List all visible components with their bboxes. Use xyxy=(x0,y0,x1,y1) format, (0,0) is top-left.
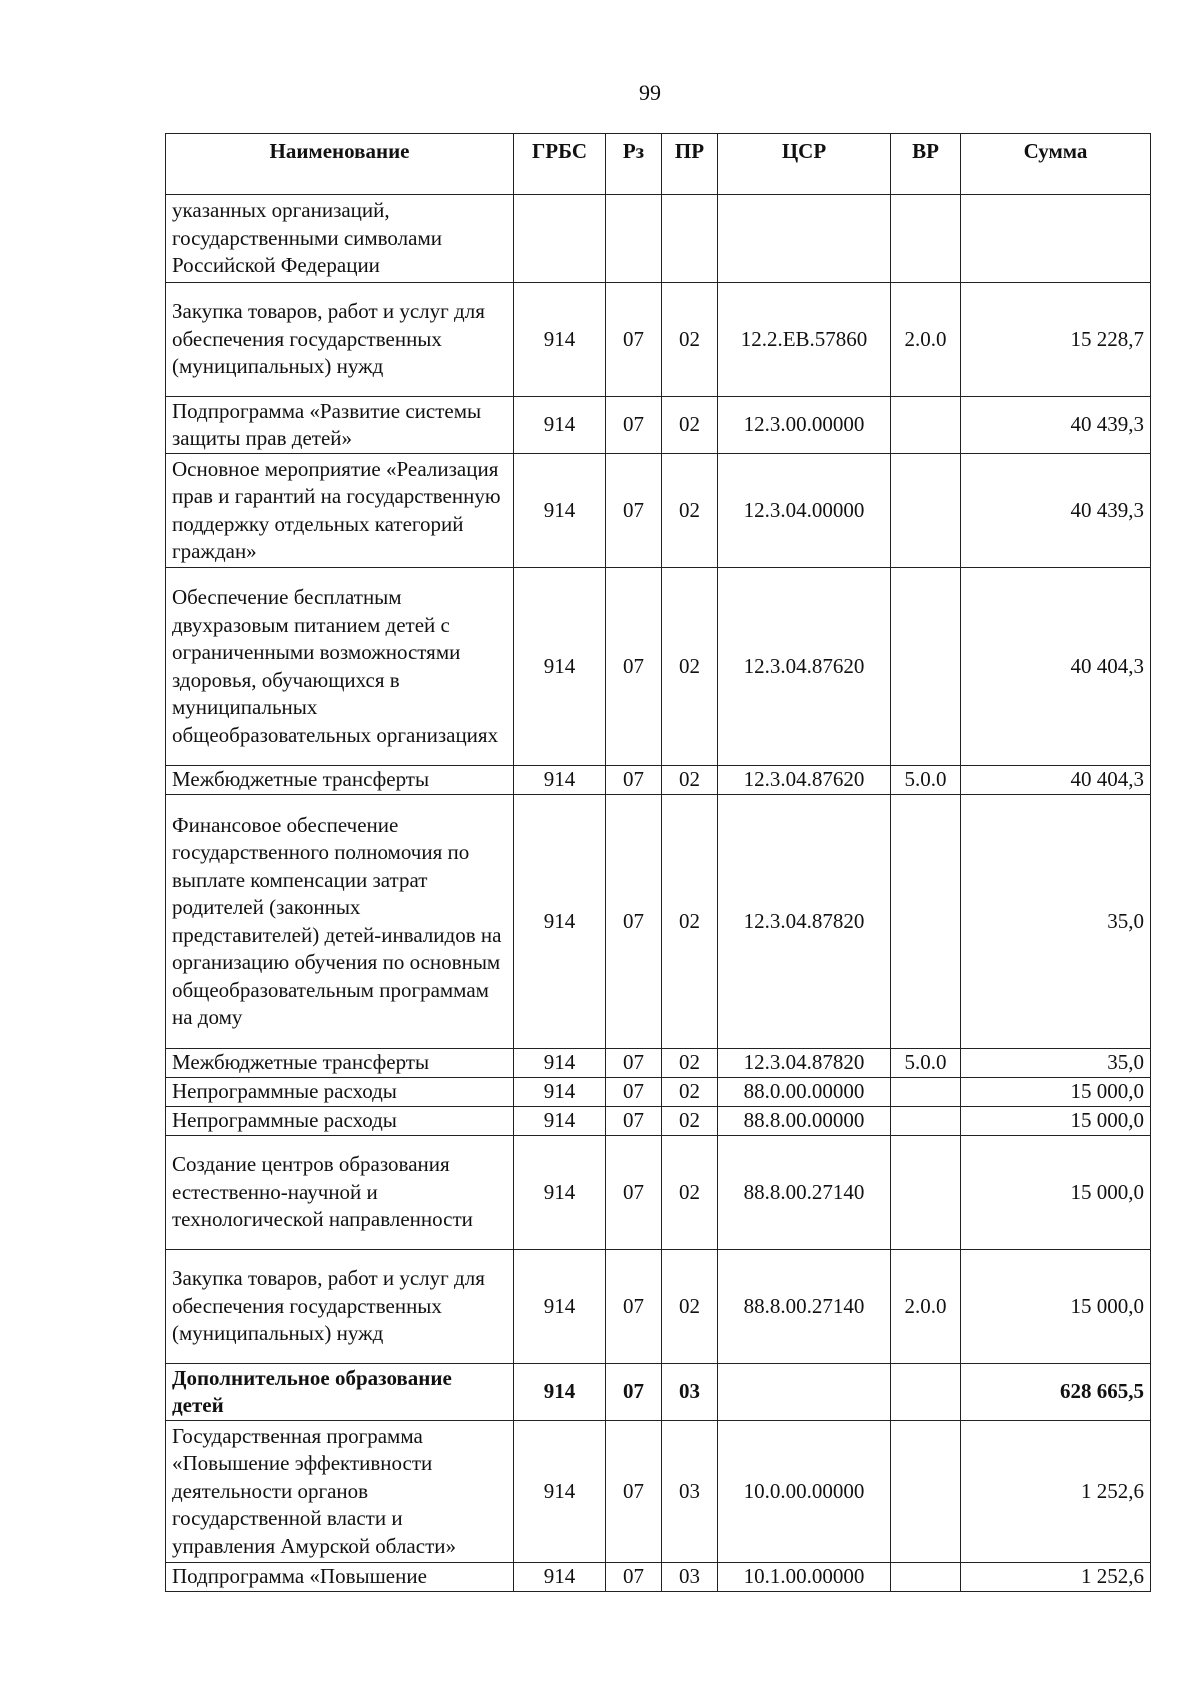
table-row xyxy=(166,1136,1151,1250)
row-pr: 02 xyxy=(662,1049,718,1078)
row-pr: 02 xyxy=(662,1107,718,1136)
row-sum: 35,0 xyxy=(961,1049,1151,1078)
row-name: Финансовое обеспечение государственного полномочия по выплате компенсации затрат родителей (законных представителей) детей-инвалидов на организацию обучения по основным общеобразовательным программам на дому xyxy=(166,795,514,1049)
row-csr xyxy=(718,1364,891,1421)
row-name: Обеспечение бесплатным двухразовым питанием детей с ограниченными возможностями здоровья, обучающихся в муниципальных общеобразовательных организациях xyxy=(166,568,514,766)
row-rz: 07 xyxy=(606,1107,662,1136)
row-sum: 40 404,3 xyxy=(961,568,1151,766)
row-grbs: 914 xyxy=(514,1250,606,1364)
row-pr: 02 xyxy=(662,795,718,1049)
row-rz: 07 xyxy=(606,795,662,1049)
table-header-row xyxy=(166,134,1151,195)
row-csr: 88.0.00.00000 xyxy=(718,1078,891,1107)
row-pr: 02 xyxy=(662,397,718,454)
row-vr xyxy=(891,1136,961,1250)
row-rz: 07 xyxy=(606,1563,662,1592)
table-row xyxy=(166,1563,1151,1592)
row-pr: 03 xyxy=(662,1421,718,1563)
row-sum: 15 000,0 xyxy=(961,1136,1151,1250)
row-csr: 88.8.00.00000 xyxy=(718,1107,891,1136)
row-csr: 12.3.04.00000 xyxy=(718,454,891,568)
row-csr: 12.2.EB.57860 xyxy=(718,283,891,397)
table-row xyxy=(166,1049,1151,1078)
row-name: Закупка товаров, работ и услуг для обеспечения государственных (муниципальных) нужд xyxy=(166,283,514,397)
row-grbs: 914 xyxy=(514,1136,606,1250)
row-pr: 02 xyxy=(662,766,718,795)
page-number: 99 xyxy=(639,80,661,105)
row-pr: 03 xyxy=(662,1563,718,1592)
row-name: Непрограммные расходы xyxy=(166,1078,514,1107)
row-rz xyxy=(606,195,662,283)
row-sum: 40 404,3 xyxy=(961,766,1151,795)
table-row xyxy=(166,1421,1151,1563)
row-rz: 07 xyxy=(606,1049,662,1078)
header-sum: Сумма xyxy=(961,134,1151,195)
header-vr: ВР xyxy=(891,134,961,195)
row-csr: 12.3.04.87620 xyxy=(718,766,891,795)
row-vr: 2.0.0 xyxy=(891,283,961,397)
row-vr xyxy=(891,795,961,1049)
row-grbs: 914 xyxy=(514,1563,606,1592)
table-row xyxy=(166,1364,1151,1421)
row-grbs: 914 xyxy=(514,1107,606,1136)
row-sum: 15 000,0 xyxy=(961,1078,1151,1107)
header-rz: Рз xyxy=(606,134,662,195)
row-rz: 07 xyxy=(606,397,662,454)
row-name: Межбюджетные трансферты xyxy=(166,766,514,795)
row-name: Подпрограмма «Развитие системы защиты прав детей» xyxy=(166,397,514,454)
row-sum: 15 000,0 xyxy=(961,1107,1151,1136)
row-grbs: 914 xyxy=(514,1421,606,1563)
row-name: указанных организаций, государственными символами Российской Федерации xyxy=(166,195,514,283)
row-vr xyxy=(891,568,961,766)
row-vr xyxy=(891,1078,961,1107)
row-vr: 5.0.0 xyxy=(891,766,961,795)
row-grbs: 914 xyxy=(514,766,606,795)
row-rz: 07 xyxy=(606,766,662,795)
row-vr xyxy=(891,1421,961,1563)
budget-table xyxy=(165,133,1151,1592)
header-grbs: ГРБС xyxy=(514,134,606,195)
row-csr xyxy=(718,195,891,283)
row-vr xyxy=(891,1563,961,1592)
row-grbs: 914 xyxy=(514,568,606,766)
row-sum: 15 228,7 xyxy=(961,283,1151,397)
table-row xyxy=(166,283,1151,397)
header-name: Наименование xyxy=(166,134,514,195)
row-vr xyxy=(891,454,961,568)
table-row xyxy=(166,397,1151,454)
row-vr xyxy=(891,195,961,283)
row-pr: 02 xyxy=(662,1078,718,1107)
row-rz: 07 xyxy=(606,1136,662,1250)
row-rz: 07 xyxy=(606,1364,662,1421)
row-name: Непрограммные расходы xyxy=(166,1107,514,1136)
row-pr: 02 xyxy=(662,1250,718,1364)
table-row xyxy=(166,1078,1151,1107)
table-row xyxy=(166,1107,1151,1136)
row-rz: 07 xyxy=(606,1078,662,1107)
row-name: Закупка товаров, работ и услуг для обеспечения государственных (муниципальных) нужд xyxy=(166,1250,514,1364)
row-pr: 02 xyxy=(662,1136,718,1250)
row-sum: 40 439,3 xyxy=(961,454,1151,568)
row-pr: 02 xyxy=(662,568,718,766)
table-row xyxy=(166,195,1151,283)
row-sum: 40 439,3 xyxy=(961,397,1151,454)
row-csr: 10.1.00.00000 xyxy=(718,1563,891,1592)
row-pr xyxy=(662,195,718,283)
row-rz: 07 xyxy=(606,1250,662,1364)
row-sum: 15 000,0 xyxy=(961,1250,1151,1364)
row-grbs: 914 xyxy=(514,1049,606,1078)
row-pr: 03 xyxy=(662,1364,718,1421)
row-csr: 12.3.04.87820 xyxy=(718,795,891,1049)
row-grbs: 914 xyxy=(514,283,606,397)
row-csr: 88.8.00.27140 xyxy=(718,1136,891,1250)
row-vr xyxy=(891,1364,961,1421)
row-grbs: 914 xyxy=(514,1364,606,1421)
row-name: Основное мероприятие «Реализация прав и гарантий на государственную поддержку отдельных категорий граждан» xyxy=(166,454,514,568)
table-row xyxy=(166,766,1151,795)
row-grbs xyxy=(514,195,606,283)
row-rz: 07 xyxy=(606,1421,662,1563)
row-csr: 12.3.04.87820 xyxy=(718,1049,891,1078)
row-sum: 1 252,6 xyxy=(961,1563,1151,1592)
row-rz: 07 xyxy=(606,283,662,397)
row-name: Межбюджетные трансферты xyxy=(166,1049,514,1078)
row-vr xyxy=(891,397,961,454)
row-sum: 35,0 xyxy=(961,795,1151,1049)
row-pr: 02 xyxy=(662,454,718,568)
table-row xyxy=(166,1250,1151,1364)
row-grbs: 914 xyxy=(514,795,606,1049)
row-vr xyxy=(891,1107,961,1136)
row-sum xyxy=(961,195,1151,283)
row-name: Создание центров образования естественно-научной и технологической направленности xyxy=(166,1136,514,1250)
row-name: Подпрограмма «Повышение xyxy=(166,1563,514,1592)
row-grbs: 914 xyxy=(514,397,606,454)
header-csr: ЦСР xyxy=(718,134,891,195)
row-vr: 2.0.0 xyxy=(891,1250,961,1364)
row-csr: 12.3.04.87620 xyxy=(718,568,891,766)
row-sum: 1 252,6 xyxy=(961,1421,1151,1563)
row-rz: 07 xyxy=(606,568,662,766)
row-pr: 02 xyxy=(662,283,718,397)
row-csr: 88.8.00.27140 xyxy=(718,1250,891,1364)
row-vr: 5.0.0 xyxy=(891,1049,961,1078)
header-pr: ПР xyxy=(662,134,718,195)
row-grbs: 914 xyxy=(514,1078,606,1107)
row-name: Государственная программа «Повышение эффективности деятельности органов государственной власти и управления Амурской области» xyxy=(166,1421,514,1563)
row-sum: 628 665,5 xyxy=(961,1364,1151,1421)
row-csr: 12.3.00.00000 xyxy=(718,397,891,454)
table-row xyxy=(166,568,1151,766)
row-csr: 10.0.00.00000 xyxy=(718,1421,891,1563)
row-grbs: 914 xyxy=(514,454,606,568)
table-row xyxy=(166,795,1151,1049)
table-row xyxy=(166,454,1151,568)
row-name: Дополнительное образование детей xyxy=(166,1364,514,1421)
row-rz: 07 xyxy=(606,454,662,568)
